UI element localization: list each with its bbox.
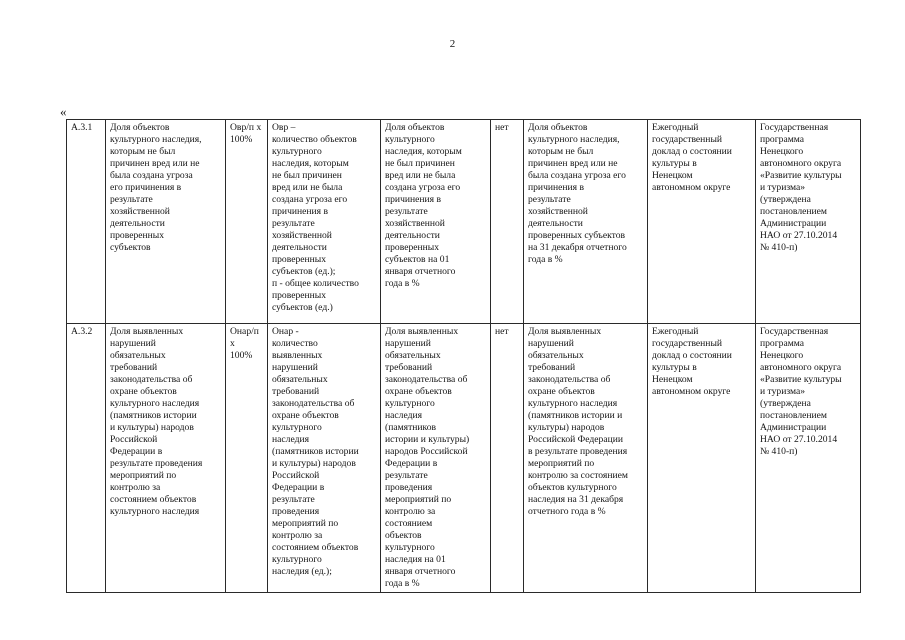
indicator-name-cell: Доля выявленных нарушений обязательных требований законодательства об охране объектов культурного наследия (памятников истории и культуры) народов Российской Федерации в результате проведения мероприятий по контролю за состоянием объектов культурного наследия — [106, 324, 226, 593]
source-cell: Ежегодный государственный доклад о состоянии культуры в Ненецком автономном округе — [648, 120, 756, 324]
source-cell: Ежегодный государственный доклад о состоянии культуры в Ненецком автономном округе — [648, 324, 756, 593]
table-row — [67, 120, 861, 324]
indicator-code-cell: А.3.2 — [67, 324, 106, 593]
program-cell: Государственная программа Ненецкого автономного округа «Развитие культуры и туризма» (утверждена постановлением Администрации НАО от 27.10.2014 № 410-п) — [756, 120, 861, 324]
baseline-cell: Доля выявленных нарушений обязательных требований законодательства об охране объектов культурного наследия (памятников истории и культуры) народов Российской Федерации в результате проведения мероприятий по контролю за состоянием объектов культурного наследия на 01 января отчетного года в % — [381, 324, 491, 593]
page-number: 2 — [449, 38, 456, 50]
variables-cell: Овр – количество объектов культурного наследия, которым не был причинен вред или не была создана угроза его причинения в результате хозяйственной деятельности проверенных субъектов (ед.); п - общее количество проверенных субъектов (ед.) — [268, 120, 381, 324]
target-cell: Доля объектов культурного наследия, которым не был причинен вред или не была создана угроза его причинения в результате хозяйственной деятельности проверенных субъектов на 31 декабря отчетного года в % — [524, 120, 648, 324]
variables-cell: Онар - количество выявленных нарушений обязательных требований законодательства об охране объектов культурного наследия (памятников истории и культуры) народов Российской Федерации в результате проведения мероприятий по контролю за состоянием объектов культурного наследия (ед.); — [268, 324, 381, 593]
formula-cell: Онар/п х 100% — [226, 324, 268, 593]
target-cell: Доля выявленных нарушений обязательных требований законодательства об охране объектов культурного наследия (памятников истории и культуры) народов Российской Федерации в результате проведения мероприятий по контролю за состоянием объектов культурного наследия на 31 декабря отчетного года в % — [524, 324, 648, 593]
indicator-name-cell: Доля объектов культурного наследия, которым не был причинен вред или не была создана угроза его причинения в результате хозяйственной деятельности проверенных субъектов — [106, 120, 226, 324]
program-cell: Государственная программа Ненецкого автономного округа «Развитие культуры и туризма» (утверждена постановлением Администрации НАО от 27.10.2014 № 410-п) — [756, 324, 861, 593]
table-row — [67, 324, 861, 593]
opening-quote-mark: « — [60, 104, 67, 119]
flag-cell: нет — [491, 120, 524, 324]
indicator-code-cell: А.3.1 — [67, 120, 106, 324]
formula-cell: Овр/п х 100% — [226, 120, 268, 324]
indicators-table — [66, 119, 861, 593]
flag-cell: нет — [491, 324, 524, 593]
baseline-cell: Доля объектов культурного наследия, которым не был причинен вред или не была создана угроза его причинения в результате хозяйственной деятельности проверенных субъектов на 01 января отчетного года в % — [381, 120, 491, 324]
